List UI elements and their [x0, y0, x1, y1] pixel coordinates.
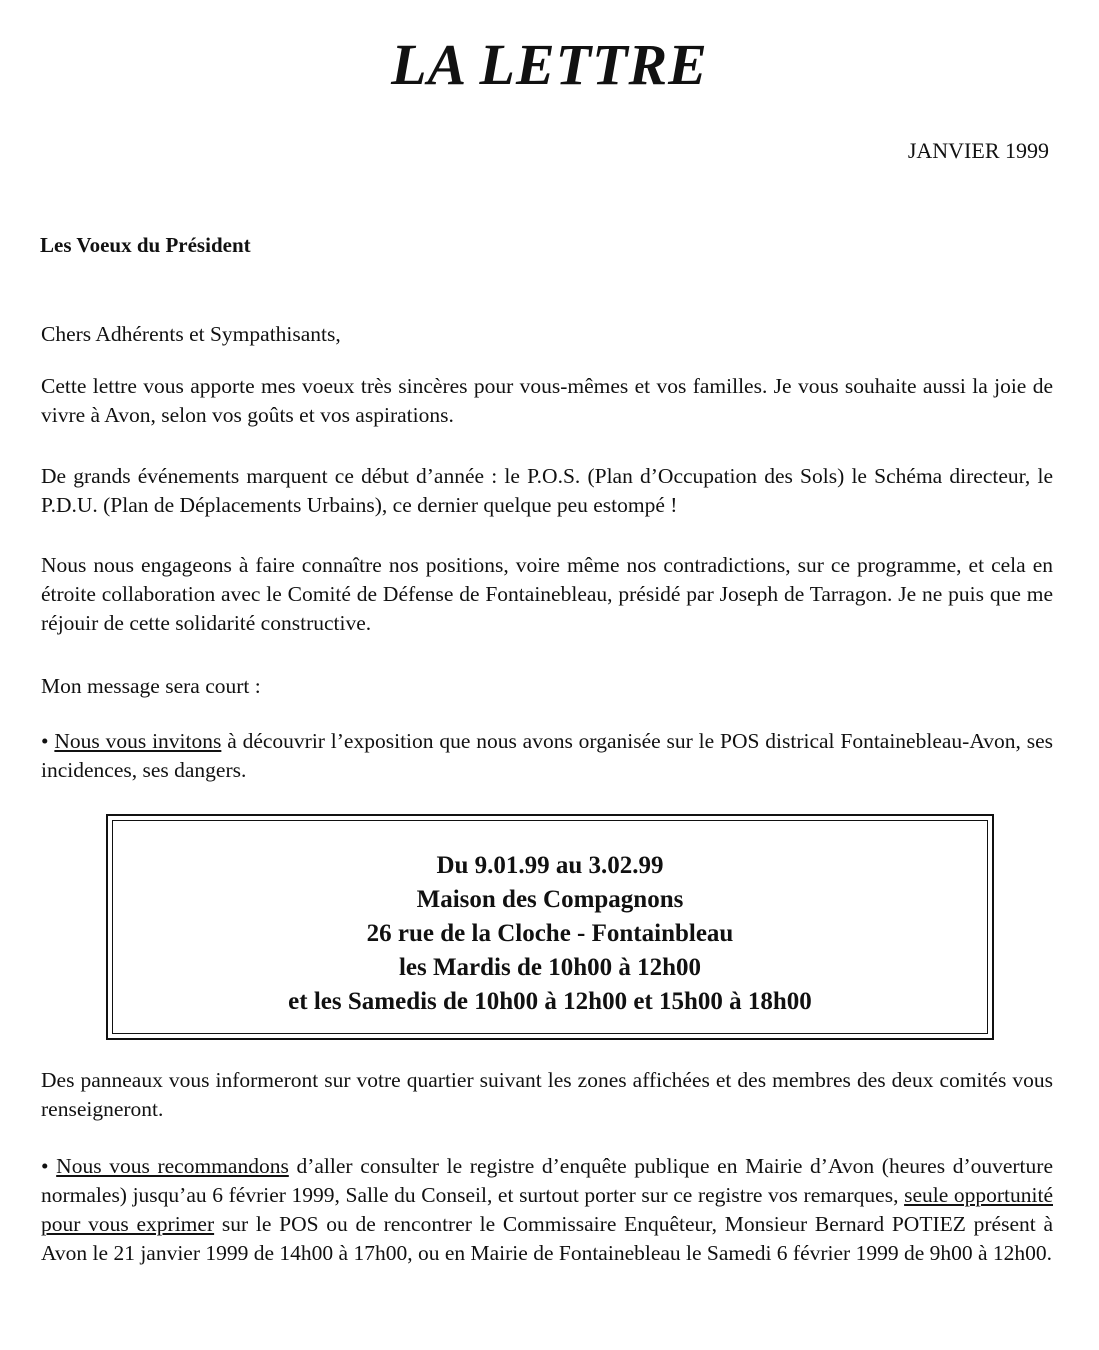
engagement-paragraph: Nous nous engageons à faire connaître nos positions, voire même nos contradictions, sur ce programme, et cela en étroite collaboration avec le Comité de Défense de Fontainebleau, présidé par Joseph de Tarragon. Je ne puis que me réjouir de cette solidarité constructive. — [41, 553, 1053, 635]
exhibition-address: 26 rue de la Cloche - Fontainbleau — [366, 920, 734, 947]
exhibition-info-inner-frame — [112, 820, 988, 1034]
exhibition-saturday-hours: et les Samedis de 10h00 à 12h00 et 15h00 à 18h00 — [288, 988, 812, 1015]
invitation-emphasis: Nous vous invitons — [54, 729, 222, 753]
greeting-paragraph: Chers Adhérents et Sympathisants, — [41, 322, 341, 346]
panels-paragraph: Des panneaux vous informeront sur votre quartier suivant les zones affichées et des membres des deux comités vous renseigneront. — [41, 1068, 1053, 1121]
wishes-paragraph: Cette lettre vous apporte mes voeux très sincères pour vous-mêmes et vos familles. Je vous souhaite aussi la joie de vivre à Avon, selon vos goûts et vos aspirations. — [41, 374, 1053, 427]
masthead-title: LA LETTRE — [391, 32, 708, 97]
short-message-paragraph: Mon message sera court : — [41, 674, 261, 698]
recommendation-emphasis: Nous vous recommandons — [56, 1154, 289, 1178]
opportunity-emphasis: seule opportunité pour vous exprimer — [41, 1183, 1053, 1236]
recommendation-paragraph — [41, 1152, 1053, 1268]
exhibition-venue: Maison des Compagnons — [416, 886, 684, 913]
invitation-text: à découvrir l’exposition que nous avons organisée sur le POS districal Fontainebleau-Avon, ses incidences, ses dangers. — [41, 729, 1053, 782]
exhibition-info-box — [106, 814, 994, 1040]
events-paragraph: De grands événements marquent ce début d’année : le P.O.S. (Plan d’Occupation des Sols) le Schéma directeur, le P.D.U. (Plan de Déplacements Urbains), ce dernier quelque peu estompé ! — [41, 464, 1053, 517]
recommendation-text-2: sur le POS ou de rencontrer le Commissaire Enquêteur, Monsieur Bernard POTIEZ présent à Avon le 21 janvier 1999 de 14h00 à 17h00, ou en Mairie de Fontainebleau le Samedi 6 février 1999 de 9h00 à 12h00. — [41, 1212, 1053, 1265]
bullet-marker: • — [41, 729, 55, 753]
invitation-paragraph — [41, 727, 1053, 785]
section-heading: Les Voeux du Président — [40, 233, 251, 257]
exhibition-tuesday-hours: les Mardis de 10h00 à 12h00 — [398, 954, 702, 981]
bullet-marker: • — [41, 1154, 57, 1178]
recommendation-text-1: d’aller consulter le registre d’enquête publique en Mairie d’Avon (heures d’ouverture normales) jusqu’au 6 février 1999, Salle du Conseil, et surtout porter sur ce registre vos remarques, — [41, 1154, 1053, 1207]
exhibition-dates: Du 9.01.99 au 3.02.99 — [436, 852, 664, 879]
issue-date: JANVIER 1999 — [907, 138, 1049, 163]
